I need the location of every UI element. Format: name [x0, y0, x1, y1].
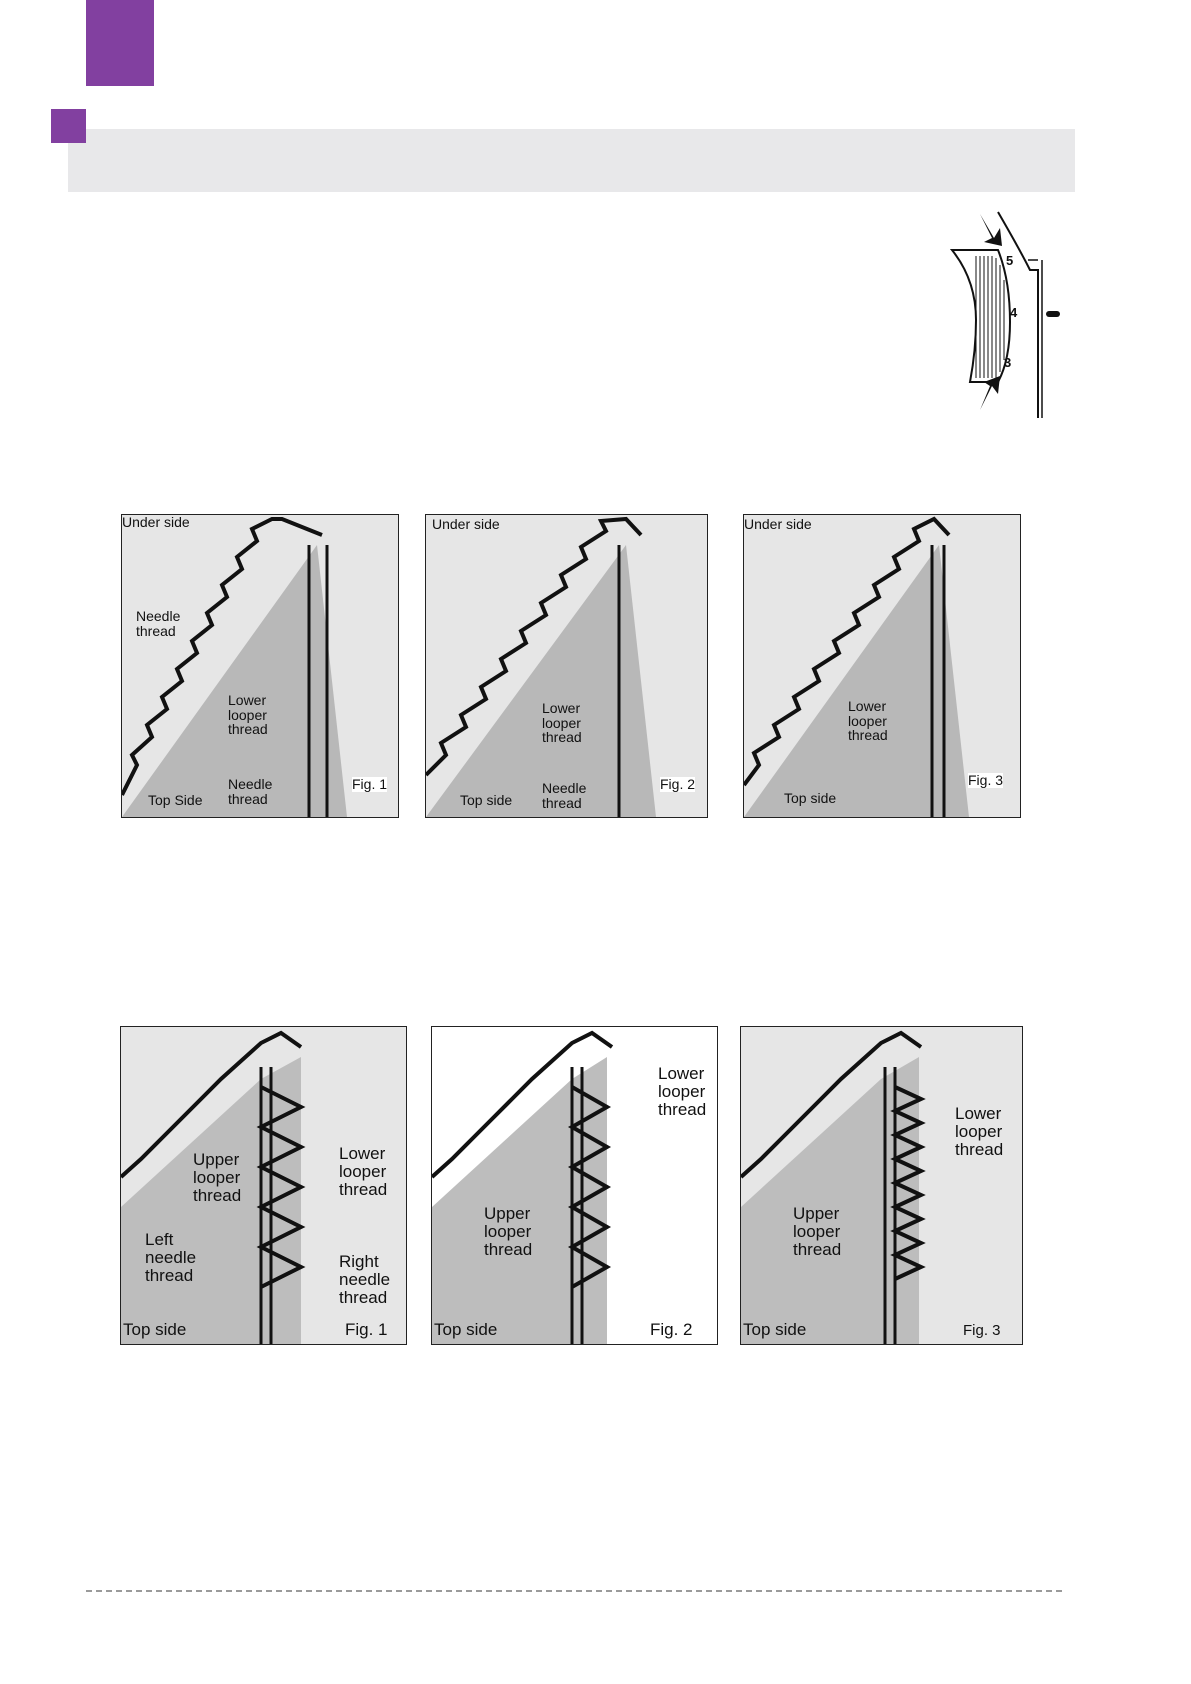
fig-caption: Fig. 2	[650, 1320, 693, 1339]
fig-label: Lower looper thread	[955, 1104, 1004, 1159]
row1-fig3	[743, 514, 1021, 818]
dial-number-3: 3	[1004, 355, 1012, 370]
dial-number-4: 4	[1010, 305, 1018, 320]
fig-label: Left needle thread	[145, 1230, 197, 1285]
fig-label: Upper looper thread	[193, 1150, 242, 1205]
row1-fig2	[425, 514, 708, 818]
section-header-bar	[68, 129, 1075, 192]
fig-label: Upper looper thread	[484, 1204, 533, 1259]
fig-label: Top side	[434, 1320, 498, 1339]
chapter-tab	[86, 0, 154, 86]
fig-label: Under side	[744, 516, 812, 532]
section-marker	[51, 109, 86, 143]
fig-label: Top side	[743, 1320, 807, 1339]
fig-label: Under side	[122, 514, 190, 530]
fig-label: Lower looper thread	[542, 700, 582, 746]
fig-label: Lower looper thread	[339, 1144, 388, 1199]
row2-fig3	[740, 1026, 1023, 1345]
row2-fig1	[120, 1026, 407, 1345]
fig-caption: Fig. 3	[963, 1322, 1001, 1339]
fig-label: Lower looper thread	[658, 1064, 707, 1119]
dial-number-5: 5	[1006, 253, 1014, 268]
fig-label: Lower looper thread	[228, 692, 268, 738]
fig-label: Needle thread	[228, 776, 273, 807]
tension-dial-illustration	[950, 210, 1060, 420]
fig-label: Needle thread	[136, 608, 181, 639]
footer-divider	[86, 1590, 1062, 1592]
fig-caption: Fig. 1	[345, 1320, 388, 1339]
row1-fig1	[121, 514, 399, 818]
fig-label: Top side	[123, 1320, 187, 1339]
fig-label: Right needle thread	[339, 1252, 391, 1307]
fig-label: Top side	[784, 790, 837, 806]
fig-label: Top Side	[148, 792, 203, 808]
fig-label: Under side	[432, 516, 500, 532]
fig-label: Lower looper thread	[848, 698, 888, 744]
row2-fig2	[431, 1026, 718, 1345]
fig-caption: Fig. 1	[352, 776, 388, 792]
fig-caption: Fig. 3	[968, 772, 1004, 788]
fig-label: Upper looper thread	[793, 1204, 842, 1259]
fig-label: Top side	[460, 792, 513, 808]
fig-caption: Fig. 2	[660, 776, 696, 792]
fig-label: Needle thread	[542, 780, 587, 811]
